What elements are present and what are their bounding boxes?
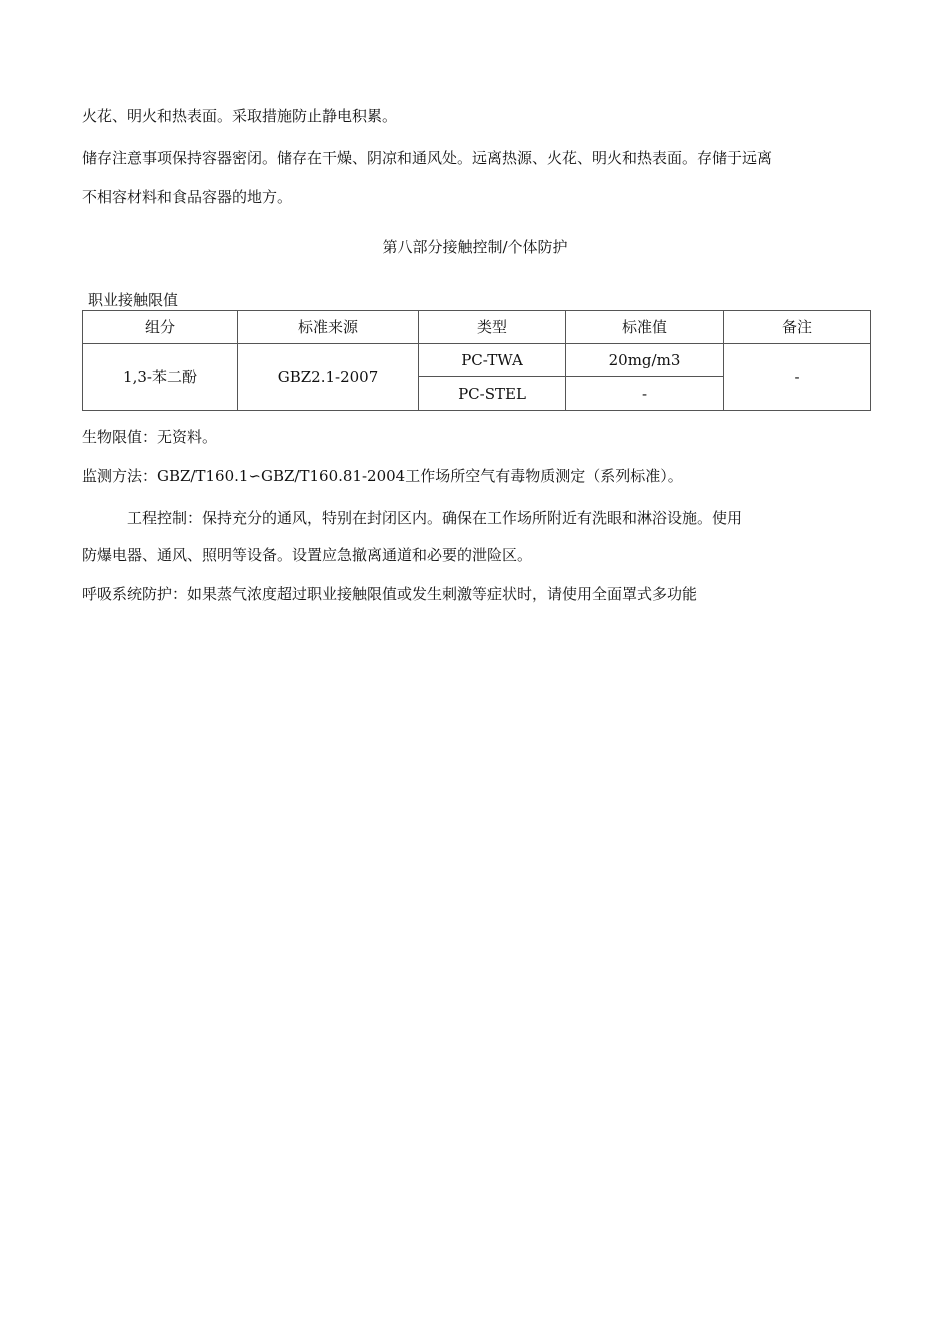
- bio-limit-text: 生物限值：无资料。: [82, 428, 218, 446]
- cell-type: PC-TWA: [419, 344, 566, 377]
- cell-type: PC-STEL: [419, 377, 566, 411]
- exposure-limits-table: [82, 310, 871, 411]
- storage-text-line-2: 不相容材料和食品容器的地方。: [82, 188, 293, 206]
- table-row: [83, 344, 871, 377]
- handling-text-tail: 火花、明火和热表面。采取措施防止静电积累。: [82, 107, 398, 125]
- header-type: 类型: [419, 311, 566, 344]
- engineering-text-line-2: 防爆电器、通风、照明等设备。设置应急撤离通道和必要的泄险区。: [82, 546, 533, 564]
- header-component: 组分: [83, 311, 238, 344]
- header-remark: 备注: [724, 311, 871, 344]
- table-header-row: [83, 311, 871, 344]
- oel-label: 职业接触限值: [88, 291, 179, 309]
- section-title: 第八部分接触控制/个体防护: [382, 238, 568, 256]
- monitoring-text: 监测方法：GBZ/T160.1∽GBZ/T160.81-2004工作场所空气有毒物质测定（系列标准）。: [82, 467, 683, 485]
- cell-remark: -: [724, 344, 871, 411]
- storage-text-line-1: 储存注意事项保持容器密闭。储存在干燥、阴凉和通风处。远离热源、火花、明火和热表面。存储于远离: [82, 149, 773, 167]
- respiratory-text: 呼吸系统防护：如果蒸气浓度超过职业接触限值或发生刺激等症状时，请使用全面罩式多功能: [82, 585, 698, 603]
- header-value: 标准值: [566, 311, 724, 344]
- cell-value: -: [566, 377, 724, 411]
- cell-component: 1,3-苯二酚: [83, 344, 238, 411]
- engineering-text-line-1: 工程控制：保持充分的通风，特别在封闭区内。确保在工作场所附近有洗眼和淋浴设施。使用: [127, 509, 743, 527]
- cell-value: 20mg/m3: [566, 344, 724, 377]
- cell-source: GBZ2.1-2007: [238, 344, 419, 411]
- header-source: 标准来源: [238, 311, 419, 344]
